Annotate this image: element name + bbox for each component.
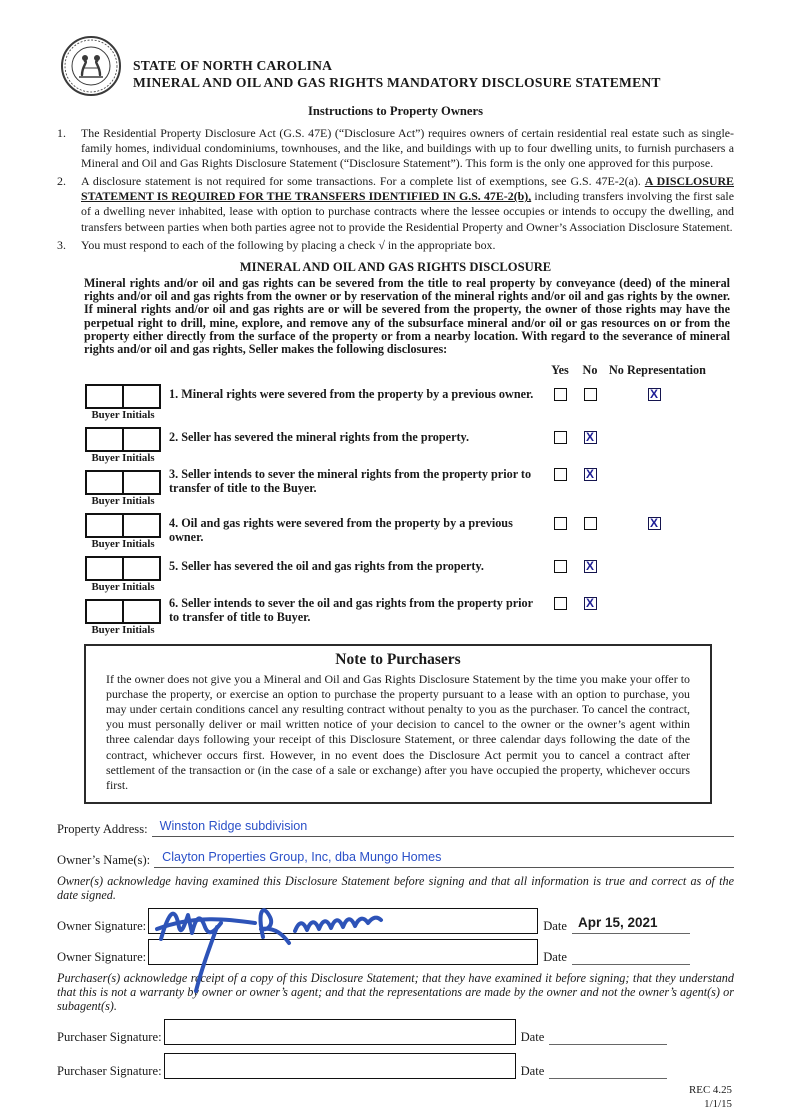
purchaser-acknowledgment: Purchaser(s) acknowledge receipt of a copy of this Disclosure Statement; that they have examined it before signing; that they understand that this is not a warranty by owner or owner’s agent; and that the representations are made by the owner and not the owner’s agent(s) or subagent(s). [57, 970, 734, 1013]
form-footer [57, 1083, 734, 1111]
statement-row-4 [57, 510, 734, 550]
purchaser-signature-row-2 [57, 1053, 734, 1079]
owners-name-field[interactable] [154, 848, 734, 868]
statement-row-2 [57, 424, 734, 464]
disclosure-intro: Mineral rights and/or oil and gas rights can be severed from the title to real property by conveyance (deed) of the mineral rights and/or oil and gas rights from the owner or by reservation of the mineral rights and/or oil and gas rights by the owner. If mineral rights and/or oil and gas rights are or will be severed from the property, the owner of those rights may have the perpetual right to drill, mine, explore, and remove any of the subsurface mineral and/or oil or gas resources on or from the property either directly from the surface of the property or from a nearby location. With regard to the severance of mineral rights and/or oil and gas rights, Seller makes the following disclosures: [84, 275, 730, 357]
checkbox-no[interactable]: X [584, 597, 597, 610]
buyer-initials-box[interactable] [85, 513, 161, 538]
instruction-text [81, 174, 734, 234]
buyer-initial-cell[interactable] [87, 601, 122, 622]
column-header-no-representation: No Representation [609, 362, 706, 377]
disclosure-heading: MINERAL AND OIL AND GAS RIGHTS DISCLOSURE [239, 259, 552, 274]
buyer-initials-label: Buyer Initials [91, 580, 155, 593]
form-revision-code: REC 4.25 [689, 1083, 732, 1096]
instruction-item-3 [57, 238, 734, 253]
buyer-initials-box[interactable] [85, 470, 161, 495]
owner-date-field-2[interactable] [572, 963, 690, 965]
purchaser-signature-field-1[interactable] [164, 1019, 516, 1045]
instruction-2-emphasis: A DISCLOSURE STATEMENT IS REQUIRED FOR THE TRANSFERS IDENTIFIED IN G.S. 47E-2(b), [81, 174, 734, 204]
buyer-initial-cell[interactable] [87, 429, 122, 450]
buyer-initials-box[interactable] [85, 384, 161, 409]
owner-date-field-1[interactable] [572, 914, 690, 934]
instruction-text: You must respond to each of the following by placing a check √ in the appropriate box. [81, 237, 496, 252]
buyer-initials-label: Buyer Initials [91, 623, 155, 636]
purchaser-signature-label: Purchaser Signature: [57, 1029, 162, 1044]
instructions-heading: Instructions to Property Owners [307, 104, 483, 118]
buyer-initials-box[interactable] [85, 427, 161, 452]
statement-text: Mineral rights were severed from the property by a previous owner. [181, 386, 534, 401]
statement-number: 1. [169, 386, 179, 401]
checkbox-no[interactable] [584, 517, 597, 530]
instruction-text: The Residential Property Disclosure Act (G.S. 47E) (“Disclosure Act”) requires owners of certain residential real estate such as single-family homes, individual condominiums, townhouses, and the like, and buildings with up to four dwelling units, to furnish purchasers a Mineral and Oil and Gas Rights Disclosure Statement (“Disclosure Statement”). This form is the only one approved for this purpose. [81, 126, 734, 171]
statement-text: Seller has severed the oil and gas rights from the property. [181, 558, 484, 573]
date-label: Date [543, 949, 567, 964]
buyer-initials-3 [85, 470, 161, 507]
statement-row-6 [57, 596, 734, 636]
buyer-initial-cell[interactable] [122, 515, 159, 536]
note-to-purchasers-box [84, 644, 712, 805]
property-address-field[interactable] [152, 817, 734, 837]
checkbox-yes[interactable] [554, 597, 567, 610]
statement-number: 6. [169, 595, 179, 610]
buyer-initial-cell[interactable] [87, 386, 122, 407]
buyer-initial-cell[interactable] [122, 558, 159, 579]
purchaser-date-field-2[interactable] [549, 1077, 667, 1079]
column-header-yes: Yes [551, 362, 569, 377]
statement-row-1 [57, 381, 734, 421]
checkbox-no[interactable]: X [584, 560, 597, 573]
buyer-initials-box[interactable] [85, 599, 161, 624]
checkbox-no[interactable]: X [584, 431, 597, 444]
instruction-2-rest: including transfers involving the first sale of a dwelling never inhabited, lease with option to purchase contracts where the lessee occupies or intends to occupy the dwelling, and transfers between parties when both parties agree not to provide the Residential Property and Owner’s Association Disclosure Statement. [81, 189, 734, 234]
property-address-row [57, 817, 734, 837]
checkbox-yes[interactable] [554, 468, 567, 481]
owner-signature-field-1[interactable] [148, 908, 538, 934]
buyer-initials-4 [85, 513, 161, 550]
statement-number: 5. [169, 558, 179, 573]
checkbox-no-representation[interactable]: X [648, 388, 661, 401]
checkbox-yes[interactable] [554, 431, 567, 444]
buyer-initial-cell[interactable] [87, 558, 122, 579]
property-address-label: Property Address: [57, 822, 148, 837]
instruction-item-1 [57, 126, 734, 171]
purchaser-signature-label: Purchaser Signature: [57, 1063, 162, 1078]
statement-row-3 [57, 467, 734, 507]
checkbox-no[interactable] [584, 388, 597, 401]
buyer-initial-cell[interactable] [122, 429, 159, 450]
buyer-initials-label: Buyer Initials [91, 537, 155, 550]
owner-acknowledgment: Owner(s) acknowledge having examined this Disclosure Statement before signing and that all information is true and correct as of the date signed. [57, 874, 734, 903]
date-label: Date [520, 1063, 545, 1078]
nc-state-seal-icon [59, 34, 123, 98]
owners-name-label: Owner’s Name(s): [57, 853, 151, 868]
instruction-2-lead: A disclosure statement is not required for some transactions. For a complete list of exemptions, see G.S. 47E-2(a). [81, 174, 645, 189]
date-label: Date [543, 918, 567, 933]
owner-signature-row-2 [57, 939, 734, 965]
disclosure-statements [57, 381, 734, 636]
purchaser-date-field-1[interactable] [549, 1043, 667, 1045]
buyer-initial-cell[interactable] [87, 515, 122, 536]
instruction-number: 1. [57, 126, 66, 140]
statement-number: 4. [169, 515, 179, 530]
column-header-no: No [582, 362, 598, 377]
statement-row-5 [57, 553, 734, 593]
purchaser-signature-field-2[interactable] [164, 1053, 516, 1079]
owners-name-value: Clayton Properties Group, Inc, dba Mungo Homes [162, 850, 442, 865]
owner-date-value-1: Apr 15, 2021 [577, 914, 658, 930]
checkbox-no[interactable]: X [584, 468, 597, 481]
owner-signature-label: Owner Signature: [57, 918, 147, 933]
buyer-initial-cell[interactable] [122, 386, 159, 407]
form-header [57, 34, 734, 98]
date-label: Date [520, 1029, 545, 1044]
statement-text: Seller intends to sever the mineral rights from the property prior to transfer of title to the Buyer. [169, 466, 532, 496]
checkbox-yes[interactable] [554, 560, 567, 573]
statement-text: Seller has severed the mineral rights from the property. [181, 429, 470, 444]
buyer-initials-label: Buyer Initials [91, 408, 155, 421]
instruction-number: 2. [57, 174, 66, 189]
buyer-initials-6 [85, 599, 161, 636]
statement-text: Seller intends to sever the oil and gas rights from the property prior to transfer of title to Buyer. [169, 595, 533, 625]
buyer-initials-2 [85, 427, 161, 464]
buyer-initials-1 [85, 384, 161, 421]
owner-signature-row-1 [57, 908, 734, 934]
owners-name-row [57, 848, 734, 868]
statement-text: Oil and gas rights were severed from the property by a previous owner. [169, 515, 513, 545]
note-body: If the owner does not give you a Mineral and Oil and Gas Rights Disclosure Statement by the time you make your offer to purchase the property, or exercise an option to purchase the property pursuant to a lease with an option to purchase, you may under certain conditions cancel any resulting contract without penalty to you as the purchaser. To cancel the contract, you must personally deliver or mail written notice of your decision to cancel to the owner or the owner’s agent within three calendar days following your receipt of this Disclosure Statement, or three calendar days following the date of the contract, whichever occurs first. However, in no event does the Disclosure Act permit you to cancel a contract after settlement of the transaction or (in the case of a sale or exchange) after you have occupied the property, whichever occurs first. [106, 671, 690, 792]
owner-signature-field-2[interactable] [148, 939, 538, 965]
statement-number: 2. [169, 429, 179, 444]
checkbox-yes[interactable] [554, 517, 567, 530]
property-address-value: Winston Ridge subdivision [159, 819, 308, 834]
checkbox-column-headers [57, 363, 734, 378]
form-title-line2: MINERAL AND OIL AND GAS RIGHTS MANDATORY DISCLOSURE STATEMENT [133, 74, 661, 90]
statement-number: 3. [169, 466, 179, 481]
buyer-initials-label: Buyer Initials [91, 494, 155, 507]
buyer-initials-box[interactable] [85, 556, 161, 581]
form-revision-date: 1/1/15 [704, 1097, 732, 1110]
checkbox-yes[interactable] [554, 388, 567, 401]
purchaser-signature-row-1 [57, 1019, 734, 1045]
checkbox-no-representation[interactable]: X [648, 517, 661, 530]
note-title: Note to Purchasers [335, 650, 461, 668]
instruction-number: 3. [57, 237, 66, 252]
form-title-line1: STATE OF NORTH CAROLINA [133, 58, 333, 73]
buyer-initial-cell[interactable] [122, 601, 159, 622]
buyer-initial-cell[interactable] [87, 472, 122, 493]
instructions-list [57, 126, 734, 253]
buyer-initial-cell[interactable] [122, 472, 159, 493]
owner-signature-label: Owner Signature: [57, 949, 147, 964]
buyer-initials-label: Buyer Initials [91, 451, 155, 464]
buyer-initials-5 [85, 556, 161, 593]
instruction-item-2 [57, 174, 734, 234]
